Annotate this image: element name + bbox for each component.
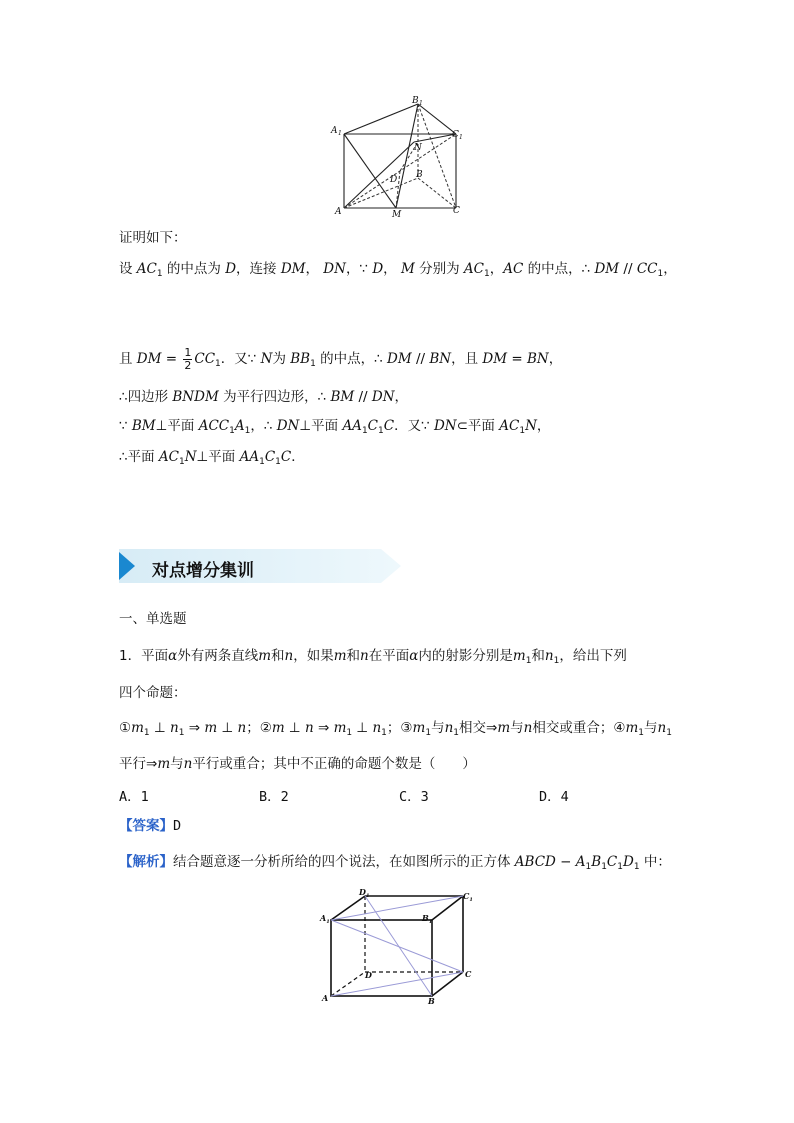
svg-text:B1: $B_1$ <box>422 913 433 925</box>
svg-text:1: 1 <box>338 130 342 137</box>
question-line-4: 平行⇒m与n平行或重合；其中不正确的命题个数是（ ） <box>119 756 476 772</box>
banner-title: 对点增分集训 <box>152 561 254 581</box>
label-D: D <box>390 175 398 185</box>
option-b[interactable]: B．2 <box>259 789 289 805</box>
option-d[interactable]: D．4 <box>539 789 569 805</box>
answer-label: 【答案】 <box>119 818 173 834</box>
label-B: B <box>416 170 423 180</box>
prism-figure <box>328 96 470 218</box>
label-A1: A <box>331 126 338 136</box>
svg-text:D: D <box>365 970 372 980</box>
label-A: A <box>335 207 342 217</box>
section-label: 一、单选题 <box>119 611 187 627</box>
svg-text:B: B <box>428 996 435 1006</box>
label-B1: B <box>412 96 419 106</box>
answer-value: D <box>173 818 182 834</box>
svg-text:A: A <box>322 993 329 1003</box>
cube-figure <box>318 888 478 1006</box>
svg-text:1: 1 <box>459 134 463 141</box>
svg-text:D1: $D_1$ <box>359 888 370 899</box>
question-line-2: 四个命题： <box>119 685 187 701</box>
label-C1: C <box>452 130 459 140</box>
svg-text:C: C <box>465 969 472 979</box>
svg-text:C1: $C_1$ <box>463 891 473 903</box>
proof-line-3: ∴四边形 BNDM 为平行四边形，∴ BM // DN， <box>119 389 409 405</box>
proof-line-4: ∵ BM⊥平面 $ACC_1A_1$，∴ DN⊥平面 $AA_1C_1C$．又∵ DN⊂平面 $AC_1N$， <box>119 418 551 436</box>
proof-heading: 证明如下： <box>119 230 187 246</box>
question-line-1: 1．平面α外有两条直线m和n，如果m和n在平面α内的射影分别是$m_1$和$n_1$，给出下列 <box>119 648 627 666</box>
question-line-3: $①m_1$ ⊥ $n_1$ ⇒ m ⊥ n；②m ⊥ n ⇒ $m_1$ ⊥ $n_1$；$③m_1$与$n_1$相交⇒m与n相交或重合；$④m_1$与$n_1$ <box>119 720 672 738</box>
label-M: M <box>392 210 402 218</box>
label-N: N <box>414 143 422 153</box>
option-c[interactable]: C．3 <box>399 789 429 805</box>
svg-text:1: 1 <box>419 100 423 107</box>
analysis-label: 【解析】 <box>119 854 173 870</box>
proof-line-5: ∴平面 $AC_1N\perp$平面 $AA_1C_1C$． <box>119 449 305 467</box>
option-a[interactable]: A．1 <box>119 789 149 805</box>
answer-line <box>119 816 181 836</box>
proof-line-2: 且 DM = $\frac{1}{2}$ $CC_1$．又∵ N为 $BB_1$ 的中点，∴ DM // BN，且 DM = BN， <box>119 345 563 372</box>
label-C: C <box>453 206 460 216</box>
analysis-line: 【解析】结合题意逐一分析所给的四个说法，在如图所示的正方体 ABCD − $A_1B_1C_1D_1$ 中： <box>119 854 671 872</box>
proof-line-1: 设 $AC_1$ 的中点为 D，连接 DM， DN，∵ D， M 分别为 $AC_1$，AC 的中点，∴ DM // $CC_1$， <box>119 261 677 279</box>
svg-text:A1: $A_1$ <box>320 913 330 925</box>
